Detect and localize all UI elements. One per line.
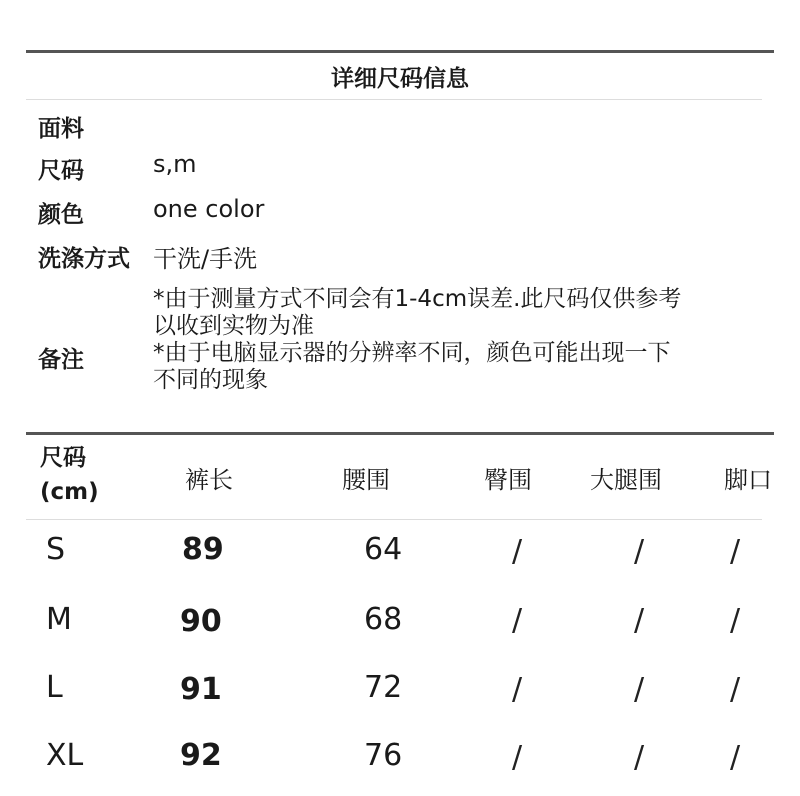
table-row-size: M: [46, 602, 72, 637]
table-cell-hip: /: [512, 534, 523, 569]
size-label: 尺码: [38, 158, 84, 184]
title-divider: [26, 99, 762, 100]
table-cell-length: 90: [180, 604, 222, 639]
top-rule: [26, 50, 774, 53]
table-row-size: S: [46, 532, 66, 567]
table-cell-thigh: /: [634, 672, 645, 707]
table-cell-hip: /: [512, 672, 523, 707]
col-header-waist: 腰围: [342, 466, 390, 494]
table-cell-thigh: /: [634, 740, 645, 775]
size-header-unit: (cm): [40, 479, 99, 505]
table-cell-thigh: /: [634, 534, 645, 569]
wash-label: 洗涤方式: [38, 246, 130, 272]
wash-value: 干洗/手洗: [153, 245, 258, 273]
remark-note-1: [153, 286, 783, 394]
header-divider: [26, 519, 762, 520]
table-cell-hip: /: [512, 740, 523, 775]
table-cell-length: 89: [182, 532, 224, 567]
col-header-hem: 脚口: [724, 466, 772, 494]
col-header-hip: 臀围: [484, 466, 532, 494]
remark-note-1-line-1: *由于测量方式不同会有1-4cm误差.此尺码仅供参考: [153, 286, 682, 312]
remarks-label: 备注: [38, 347, 84, 373]
table-cell-hem: /: [730, 672, 741, 707]
table-cell-waist: 64: [364, 532, 403, 567]
table-cell-waist: 68: [364, 602, 403, 637]
size-header-label: 尺码: [40, 445, 86, 471]
col-header-length: 裤长: [185, 466, 233, 494]
table-row-size: XL: [46, 738, 84, 773]
table-cell-hem: /: [730, 534, 741, 569]
table-cell-hem: /: [730, 740, 741, 775]
table-cell-hem: /: [730, 603, 741, 638]
remark-note-2-line-2: 不同的现象: [153, 367, 268, 393]
size-header: [40, 441, 99, 509]
table-row-size: L: [46, 670, 63, 705]
table-cell-length: 92: [180, 738, 222, 773]
col-header-thigh: 大腿围: [590, 466, 662, 494]
color-label: 颜色: [38, 202, 84, 228]
table-cell-waist: 76: [364, 738, 403, 773]
table-cell-thigh: /: [634, 603, 645, 638]
remark-note-1-line-2: 以收到实物为准: [153, 313, 314, 339]
remark-note-2-line-1: *由于电脑显示器的分辨率不同，颜色可能出现一下: [153, 340, 671, 366]
table-cell-length: 91: [180, 672, 222, 707]
section-title: 详细尺码信息: [331, 66, 469, 92]
table-top-rule: [26, 432, 774, 435]
table-cell-waist: 72: [364, 670, 403, 705]
size-value: s,m: [153, 150, 197, 178]
table-cell-hip: /: [512, 603, 523, 638]
fabric-label: 面料: [38, 116, 84, 142]
color-value: one color: [153, 195, 265, 223]
